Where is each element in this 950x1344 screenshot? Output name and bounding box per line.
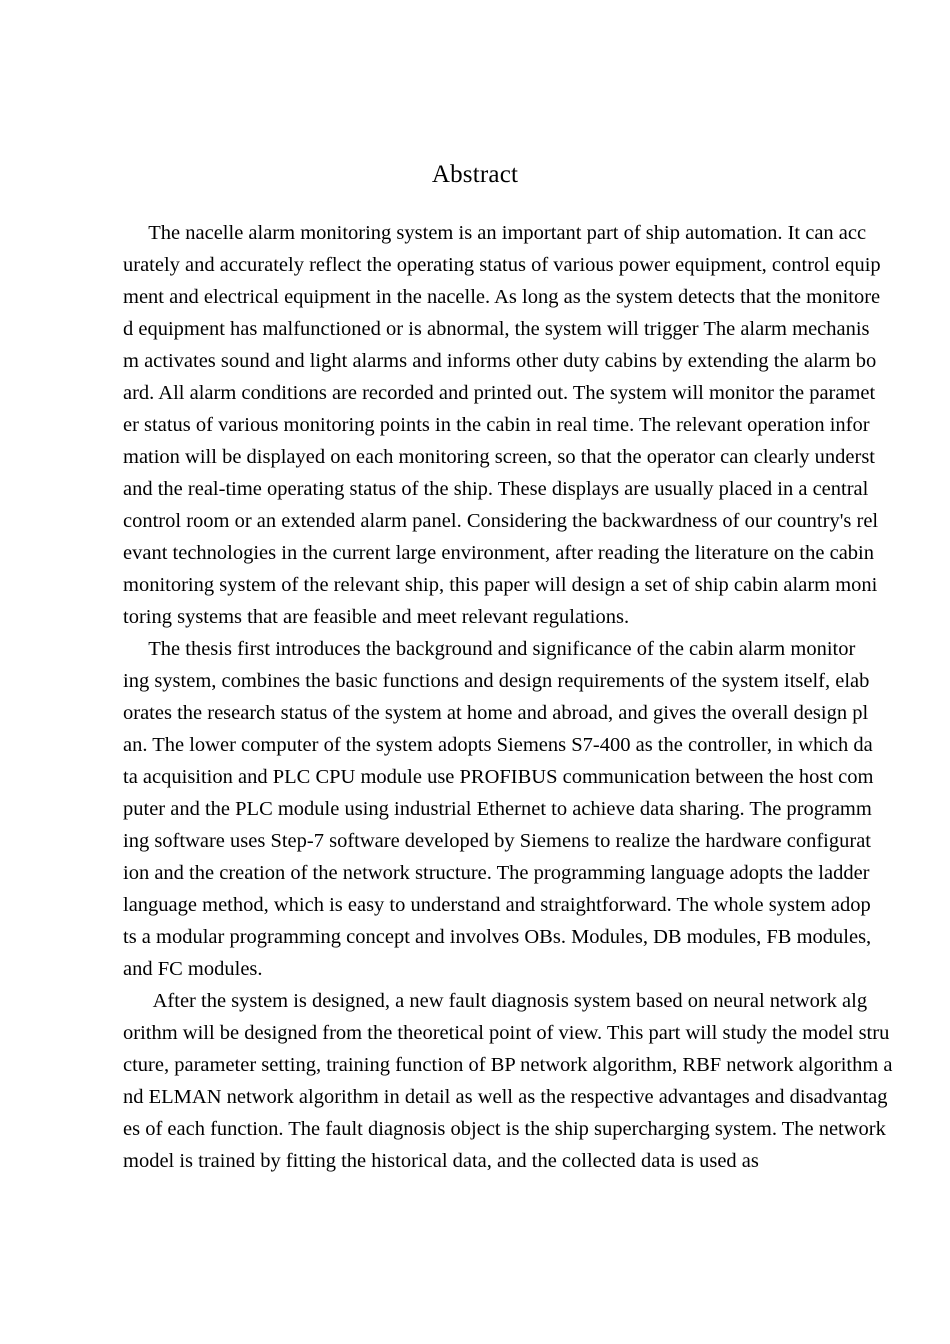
text-line: m activates sound and light alarms and informs other duty cabins by extending the alarm bo — [123, 350, 877, 372]
text-line: d equipment has malfunctioned or is abnormal, the system will trigger The alarm mechanis — [123, 318, 870, 340]
text-line: ard. All alarm conditions are recorded and printed out. The system will monitor the paramet — [123, 382, 876, 404]
text-line: orates the research status of the system at home and abroad, and gives the overall design pl — [123, 702, 869, 724]
text-line: cture, parameter setting, training function of BP network algorithm, RBF network algorithm a — [123, 1054, 893, 1076]
paragraph-1 — [123, 217, 881, 633]
text-line: The nacelle alarm monitoring system is an important part of ship automation. It can acc — [123, 222, 867, 244]
text-line: toring systems that are feasible and meet relevant regulations. — [123, 606, 630, 628]
text-line: puter and the PLC module using industrial Ethernet to achieve data sharing. The programm — [123, 798, 872, 820]
text-line: ion and the creation of the network structure. The programming language adopts the ladder — [123, 862, 870, 884]
text-line: ment and electrical equipment in the nacelle. As long as the system detects that the monitore — [123, 286, 881, 308]
text-line: and FC modules. — [123, 958, 263, 980]
text-line: ing software uses Step-7 software developed by Siemens to realize the hardware configurat — [123, 830, 871, 852]
text-line: evant technologies in the current large environment, after reading the literature on the cabin — [123, 542, 874, 564]
paragraph-3 — [123, 985, 893, 1177]
text-line: model is trained by fitting the historical data, and the collected data is used as — [123, 1150, 759, 1172]
text-line: an. The lower computer of the system adopts Siemens S7-400 as the controller, in which da — [123, 734, 873, 756]
text-line: The thesis first introduces the background and significance of the cabin alarm monitor — [123, 638, 856, 660]
text-line: ts a modular programming concept and involves OBs. Modules, DB modules, FB modules, — [123, 926, 872, 948]
text-line: and the real-time operating status of the ship. These displays are usually placed in a central — [123, 478, 869, 500]
text-line: mation will be displayed on each monitoring screen, so that the operator can clearly underst — [123, 446, 875, 468]
paragraph-2 — [123, 633, 874, 985]
text-line: nd ELMAN network algorithm in detail as well as the respective advantages and disadvantag — [123, 1086, 888, 1108]
text-line: er status of various monitoring points in the cabin in real time. The relevant operation infor — [123, 414, 870, 436]
text-line: es of each function. The fault diagnosis object is the ship supercharging system. The network — [123, 1118, 886, 1140]
text-line: language method, which is easy to understand and straightforward. The whole system adop — [123, 894, 871, 916]
text-line: control room or an extended alarm panel. Considering the backwardness of our country's rel — [123, 510, 879, 532]
text-line: After the system is designed, a new fault diagnosis system based on neural network alg — [123, 990, 868, 1012]
text-line: orithm will be designed from the theoretical point of view. This part will study the model stru — [123, 1022, 890, 1044]
text-line: ing system, combines the basic functions and design requirements of the system itself, elab — [123, 670, 870, 692]
text-line: urately and accurately reflect the operating status of various power equipment, control equip — [123, 254, 881, 276]
page-title: Abstract — [431, 160, 519, 188]
abstract-body — [123, 217, 893, 1177]
text-line: ta acquisition and PLC CPU module use PROFIBUS communication between the host com — [123, 766, 874, 788]
text-line: monitoring system of the relevant ship, this paper will design a set of ship cabin alarm moni — [123, 574, 878, 596]
